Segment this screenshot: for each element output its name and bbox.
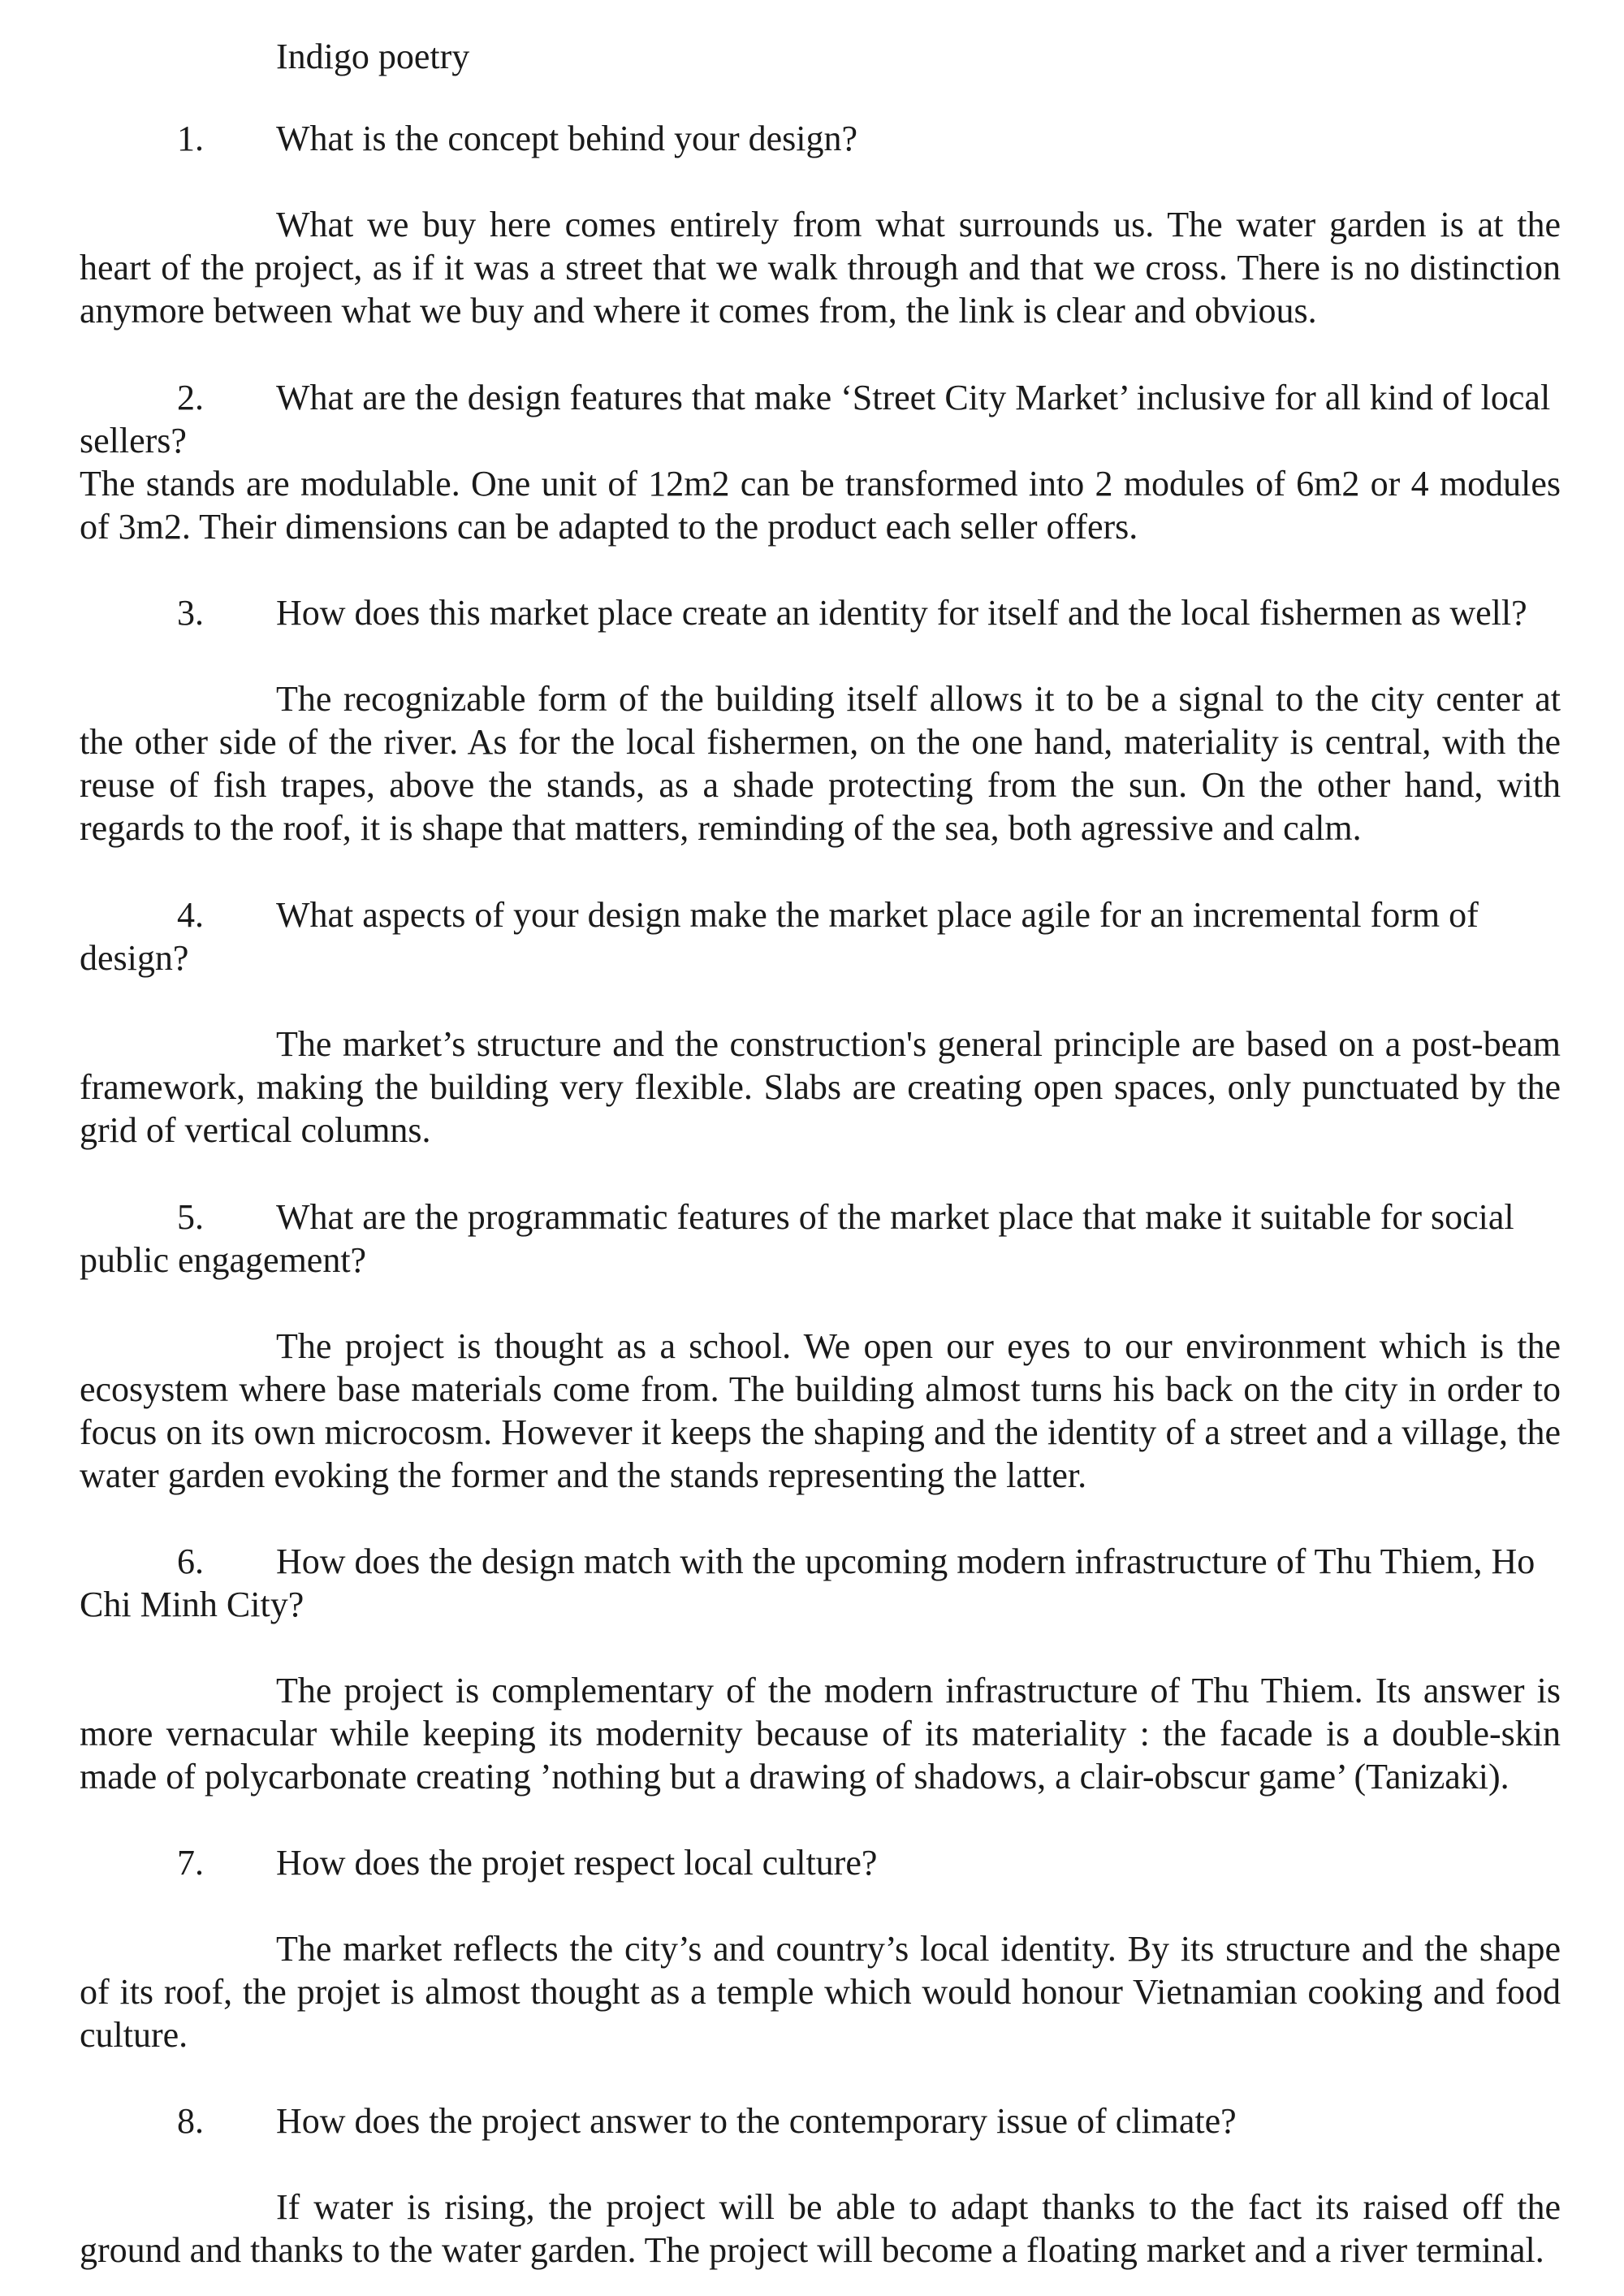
qa-item-2 [80,376,1561,548]
document-title: Indigo poetry [276,37,470,76]
question-text: How does the project answer to the contemporary issue of climate? [276,2101,1237,2141]
question-text: How does the projet respect local culture? [276,1843,878,1883]
question-number: 3. [177,593,204,633]
qa-item-6 [80,1540,1561,1798]
question-line [80,1841,1561,1884]
answer-text: The stands are modulable. One unit of 12m2 can be transformed into 2 modules of 6m2 or 4 modules of 3m2. Their dimensions can be adapted to the product each seller offers. [80,464,1561,547]
qa-item-8 [80,2099,1561,2272]
question-line [80,893,1561,979]
qa-item-5 [80,1196,1561,1497]
question-number: 4. [177,895,204,935]
answer-text: The project is complementary of the modern infrastructure of Thu Thiem. Its answer is more vernacular while keeping its modernity because of its materiality : the facade is a double-skin made of polycarbonate creating ’nothing but a drawing of shadows, a clair-obscur game’ (Tanizaki). [80,1671,1561,1797]
question-line [80,1196,1561,1282]
question-number: 8. [177,2101,204,2141]
question-number: 2. [177,378,204,417]
question-number: 5. [177,1197,204,1237]
question-text: What is the concept behind your design? [276,119,858,158]
answer-text: The project is thought as a school. We open our eyes to our environment which is the ecosystem where base materials come from. The building almost turns his back on the city in order to focus on its own microcosm. However it keeps the shaping and the identity of a street and a village, the water garden evoking the former and the stands representing the latter. [80,1326,1561,1495]
question-number: 1. [177,119,204,158]
answer-text: If water is rising, the project will be able to adapt thanks to the fact its raised off the ground and thanks to the water garden. The project will become a floating market and a river terminal. [80,2187,1561,2270]
question-text: What are the design features that make ‘Street City Market’ inclusive for all kind of local sellers? [80,378,1551,460]
answer-text: The market’s structure and the construction's general principle are based on a post-beam framework, making the building very flexible. Slabs are creating open spaces, only punctuated by the grid of vertical columns. [80,1024,1561,1150]
question-text: How does the design match with the upcoming modern infrastructure of Thu Thiem, Ho Chi Minh City? [80,1541,1535,1624]
question-line [80,2099,1561,2143]
question-number: 6. [177,1541,204,1581]
question-line [80,1540,1561,1626]
question-number: 7. [177,1843,204,1883]
answer-text: What we buy here comes entirely from what surrounds us. The water garden is at the heart of the project, as if it was a street that we walk through and that we cross. There is no distinction anymore between what we buy and where it comes from, the link is clear and obvious. [80,205,1561,331]
question-line [80,117,1561,160]
qa-item-1 [80,117,1561,332]
qa-item-3 [80,591,1561,850]
qa-item-4 [80,893,1561,1152]
answer-text: The market reflects the city’s and country’s local identity. By its structure and the shape of its roof, the projet is almost thought as a temple which would honour Vietnamian cooking and food culture. [80,1929,1561,2055]
qa-item-7 [80,1841,1561,2056]
question-line [80,376,1561,462]
question-line [80,591,1561,634]
question-text: How does this market place create an identity for itself and the local fishermen as well? [276,593,1527,633]
answer-text: The recognizable form of the building itself allows it to be a signal to the city center at the other side of the river. As for the local fishermen, on the one hand, materiality is central, with the reuse of fish trapes, above the stands, as a shade protecting from the sun. On the other hand, with regards to the roof, it is shape that matters, reminding of the sea, both agressive and calm. [80,679,1561,848]
question-text: What are the programmatic features of the market place that make it suitable for social public engagement? [80,1197,1514,1280]
question-text: What aspects of your design make the market place agile for an incremental form of design? [80,895,1479,978]
